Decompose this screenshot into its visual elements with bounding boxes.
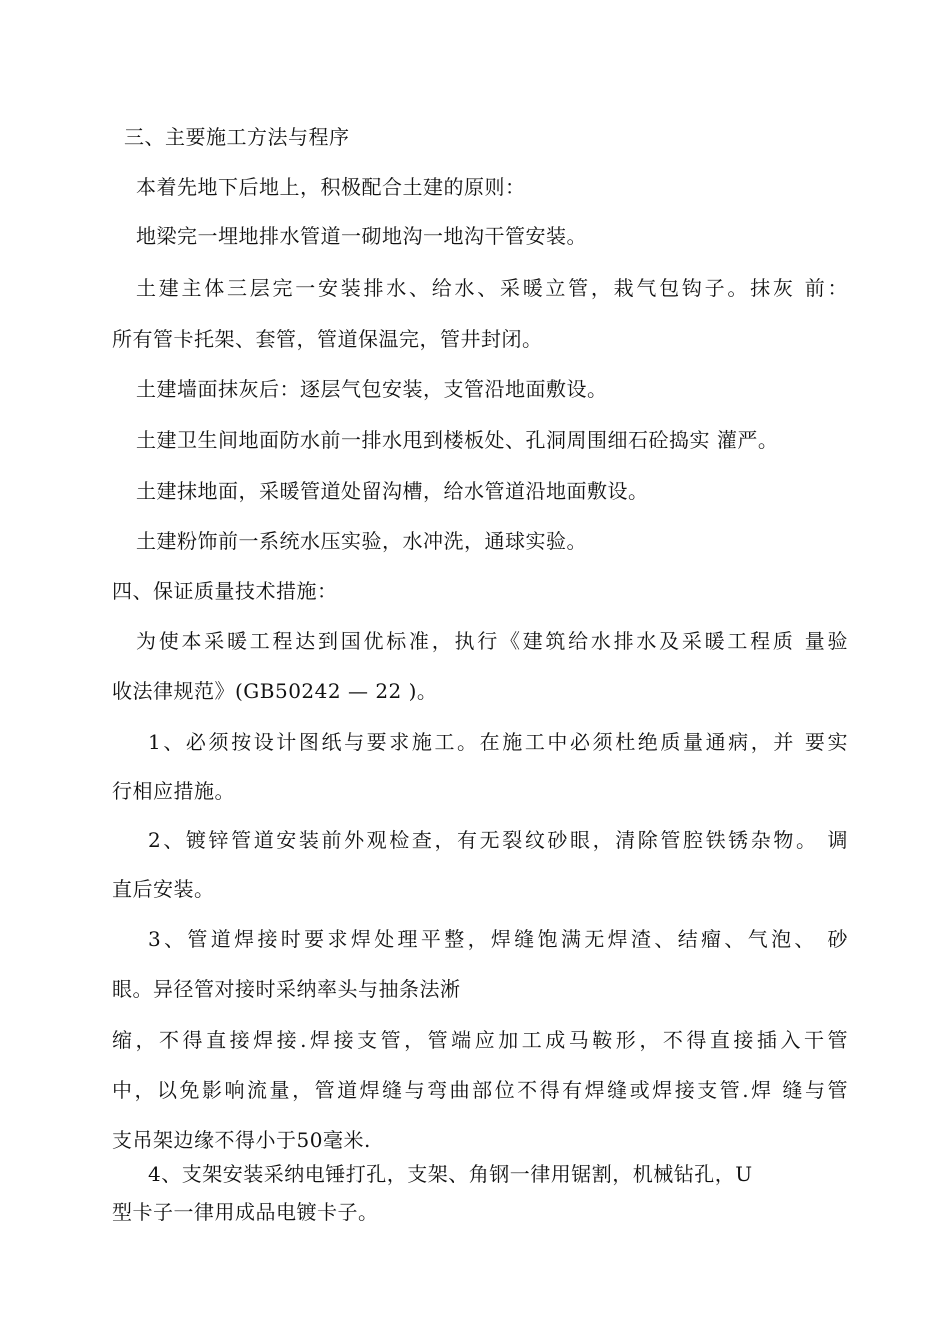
list-item-continuation: 眼。异径管对接时采纳率头与抽条法淅 (112, 977, 461, 1001)
paragraph: 土建抹地面，采暖管道处留沟槽，给水管道沿地面敷设。 (136, 479, 649, 503)
list-item: 3、管道焊接时要求焊处理平整，焊缝饱满无焊渣、结瘤、气泡、 砂 (148, 927, 848, 951)
paragraph: 土建粉饰前一系统水压实验，水冲洗，通球实验。 (136, 529, 587, 553)
paragraph: 土建墙面抹灰后：逐层气包安装，支管沿地面敷设。 (136, 377, 608, 401)
paragraph-continuation: 所有管卡托架、套管，管道保温完，管井封闭。 (112, 327, 543, 351)
section-3-heading: 三、主要施工方法与程序 (124, 125, 350, 149)
list-item-continuation: 直后安装。 (112, 877, 215, 901)
section-3-intro: 本着先地下后地上，积极配合土建的原则： (136, 175, 526, 199)
paragraph: 土建卫生间地面防水前一排水甩到楼板处、孔洞周围细石砼捣实 灌严。 (136, 428, 779, 452)
paragraph: 土建主体三层完一安装排水、给水、采暖立管，栽气包钩子。抹灰 前： (136, 276, 848, 300)
list-item-continuation: 中，以免影响流量，管道焊缝与弯曲部位不得有焊缝或焊接支管.焊 缝与管 (112, 1078, 848, 1102)
list-item-continuation: 缩，不得直接焊接.焊接支管，管端应加工成马鞍形，不得直接插入干管 (112, 1028, 848, 1052)
list-item-continuation: 支吊架边缘不得小于50毫米. (112, 1128, 371, 1152)
list-item: 2、镀锌管道安装前外观检查，有无裂纹砂眼，清除管腔铁锈杂物。 调 (148, 828, 848, 852)
list-item-continuation: 型卡子一律用成品电镀卡子。 (112, 1200, 379, 1224)
section-4-intro-continuation: 收法律规范》(GB50242 — 22 )。 (112, 679, 438, 703)
list-item: 1、必须按设计图纸与要求施工。在施工中必须杜绝质量通病，并 要实 (148, 730, 848, 754)
section-4-intro: 为使本采暖工程达到国优标准，执行《建筑给水排水及采暖工程质 量验 (136, 629, 848, 653)
section-4-heading: 四、保证质量技术措施： (112, 579, 338, 603)
list-item: 4、支架安装采纳电锤打孔，支架、角钢一律用锯割，机械钻孔，U (148, 1162, 753, 1186)
list-item-continuation: 行相应措施。 (112, 779, 235, 803)
paragraph: 地梁完一埋地排水管道一砌地沟一地沟干管安装。 (136, 224, 587, 248)
